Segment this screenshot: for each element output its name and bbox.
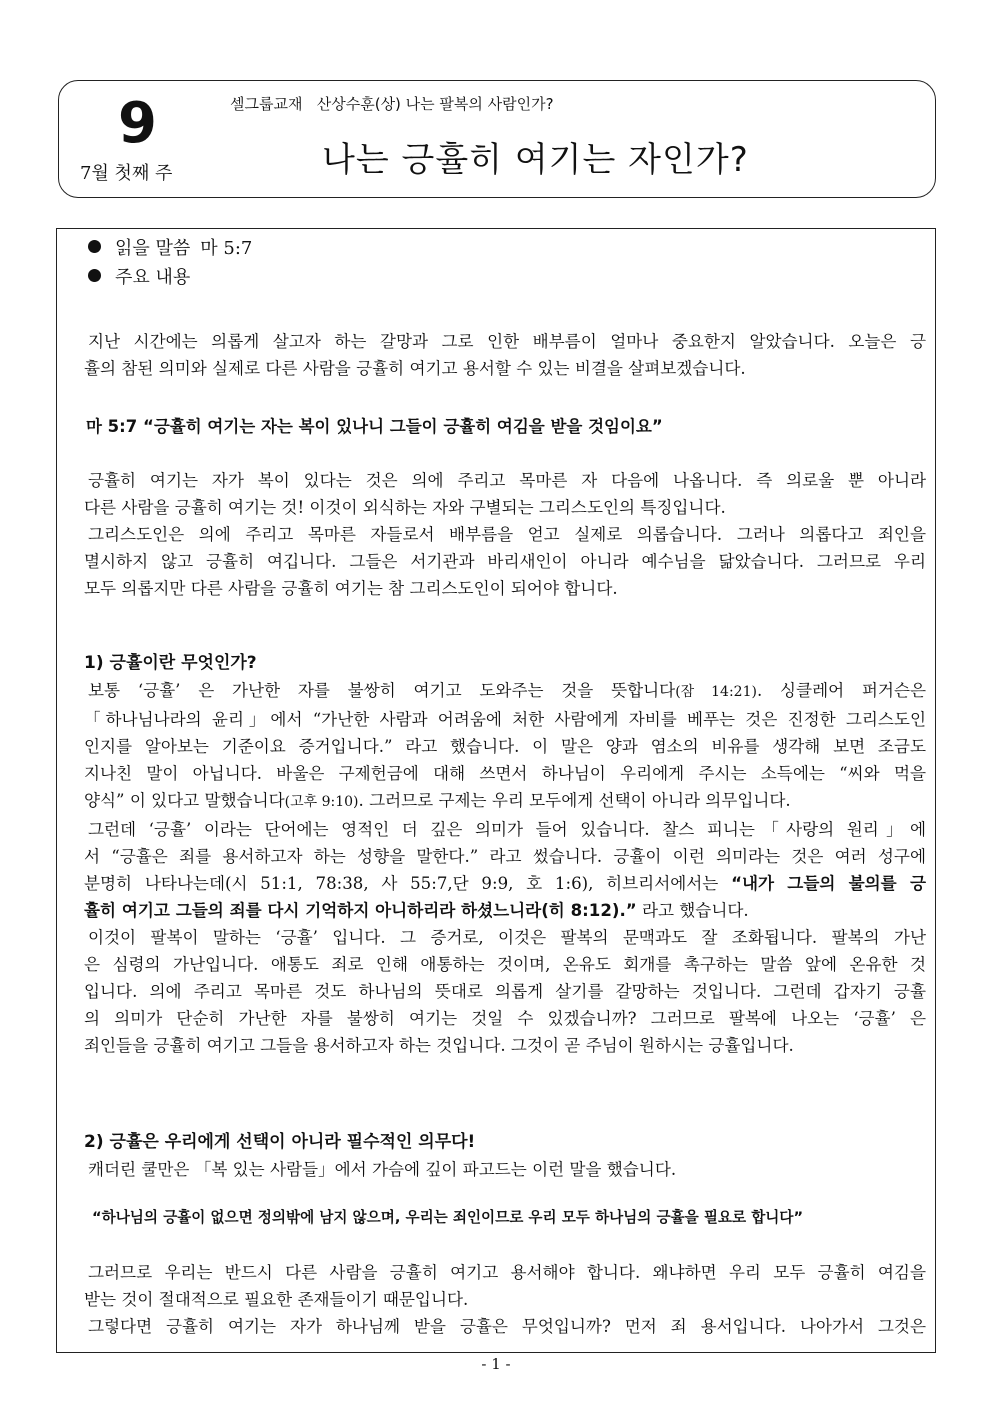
section1-line: 인지를 알아보는 기준이요 증거입니다.” 라고 했습니다. 이 말은 양과 염소의 비유를 생각해 보면 조금도 xyxy=(84,737,926,756)
section2-line: 그러므로 우리는 반드시 다른 사람을 긍휼히 여기고 용서해야 합니다. 왜냐하면 우리 모두 긍휼히 여김을 xyxy=(88,1263,926,1282)
body-paragraph xyxy=(84,467,926,602)
text: 분명히 나타나는데(시 51:1, 78:38, 사 55:7,단 9:9, 호 1:6), 히브리서에서는 xyxy=(84,874,732,893)
section2-paragraph xyxy=(84,1156,926,1183)
intro-line: 휼의 참된 의미와 실제로 다른 사람을 긍휼히 여기고 용서할 수 있는 비결을 살펴보겠습니다. xyxy=(84,359,746,378)
section1-line xyxy=(84,677,926,706)
section1-line: 죄인들을 긍휼히 여기고 그들을 용서하고자 하는 것입니다. 그것이 곧 주님이 원하시는 긍휼입니다. xyxy=(84,1036,794,1055)
reading-ref: 마 5:7 xyxy=(200,238,253,259)
section1-line: 은 심령의 가난입니다. 애통도 죄로 인해 애통하는 것이며, 온유도 회개를 촉구하는 말씀 앞에 온유한 것 xyxy=(84,955,926,974)
section1-line: 지나친 말이 아닙니다. 바울은 구제헌금에 대해 쓰면서 하나님이 우리에게 주시는 소득에는 “씨와 먹을 xyxy=(84,764,926,783)
text: . 그러므로 구제는 우리 모두에게 선택이 아니라 의무입니다. xyxy=(358,791,791,810)
main-label: 주요 내용 xyxy=(115,267,191,288)
text: 양식” 이 있다고 말했습니다 xyxy=(84,791,285,810)
key-verse: 마 5:7 “긍휼히 여기는 자는 복이 있나니 그들이 긍휼히 여김을 받을 것임이요” xyxy=(86,417,663,436)
bullet-dot-icon xyxy=(88,269,101,282)
section1-line: 그런데 ‘긍휼’ 이라는 단어에는 영적인 더 깊은 의미가 들어 있습니다. 찰스 피니는「사랑의 원리」에 xyxy=(88,820,926,839)
section2-paragraph xyxy=(84,1259,926,1340)
bullet-dot-icon xyxy=(88,240,101,253)
bold-quote: 휼히 여기고 그들의 죄를 다시 기억하지 아니하리라 하셨느니라(히 8:12).” xyxy=(84,901,637,920)
section-heading: 1) 긍휼이란 무엇인가? xyxy=(84,653,257,673)
page-number: - 1 - xyxy=(481,1355,511,1373)
main-content-bullet xyxy=(88,266,190,290)
section2-line: 받는 것이 절대적으로 필요한 존재들이기 때문입니다. xyxy=(84,1290,469,1309)
section1-line: 서 “긍휼은 죄를 용서하고자 하는 성향을 말한다.” 라고 썼습니다. 긍휼이 이런 의미라는 것은 여러 성구에 xyxy=(84,847,926,866)
week-label: 7월 첫째 주 xyxy=(80,163,173,184)
page-title: 나는 긍휼히 여기는 자인가? xyxy=(322,140,749,180)
text: . 싱클레어 퍼거슨은 xyxy=(756,681,927,700)
section1-line xyxy=(84,897,926,924)
body-line: 멸시하지 않고 긍휼히 여깁니다. 그들은 서기관과 바리새인이 아니라 예수님을 닮았습니다. 그러므로 우리 xyxy=(84,552,926,571)
intro-line: 지난 시간에는 의롭게 살고자 하는 갈망과 그로 인한 배부름이 얼마나 중요한지 알았습니다. 오늘은 긍 xyxy=(88,332,926,351)
section2-line: 그렇다면 긍휼히 여기는 자가 하나님께 받을 긍휼은 무엇입니까? 먼저 죄 용서입니다. 나아가서 그것은 xyxy=(88,1317,926,1336)
text: 보통 ‘긍휼’ 은 가난한 자를 불쌍히 여기고 도와주는 것을 뜻합니다 xyxy=(88,681,676,700)
section1-line: 의 의미가 단순히 가난한 자를 불쌍히 여기는 것일 수 있겠습니까? 그러므로 팔복에 나오는 ‘긍휼’ 은 xyxy=(84,1009,926,1028)
scripture-ref: (잠 14:21) xyxy=(675,684,757,700)
section1-line: 「하나님나라의 윤리」에서 “가난한 사람과 어려움에 처한 사람에게 자비를 베푸는 것은 진정한 그리스도인 xyxy=(84,710,926,729)
body-line: 다른 사람을 긍휼히 여기는 것! 이것이 외식하는 자와 구별되는 그리스도인의 특징입니다. xyxy=(84,498,726,517)
intro-paragraph xyxy=(84,328,926,382)
section-heading: 2) 긍휼은 우리에게 선택이 아니라 필수적인 의무다! xyxy=(84,1132,476,1152)
bold-quote: “내가 그들의 불의를 긍 xyxy=(731,874,926,893)
lesson-number: 9 xyxy=(118,91,157,156)
series-label: 셀그룹교재 산상수훈(상) 나는 팔복의 사람인가? xyxy=(230,95,554,113)
section1-line xyxy=(84,870,926,897)
section1-paragraph xyxy=(84,677,926,1059)
section1-line: 입니다. 의에 주리고 목마른 것도 하나님의 뜻대로 의롭게 살기를 갈망하는 것입니다. 그런데 갑자기 긍휼 xyxy=(84,982,926,1001)
section2-line: 캐더린 쿨만은 「복 있는 사람들」에서 가슴에 깊이 파고드는 이런 말을 했습니다. xyxy=(88,1160,677,1179)
scripture-ref: (고후 9:10) xyxy=(284,794,359,810)
block-quote: “하나님의 긍휼이 없으면 정의밖에 남지 않으며, 우리는 죄인이므로 우리 모두 하나님의 긍휼을 필요로 합니다” xyxy=(92,1209,804,1226)
body-line: 모두 의롭지만 다른 사람을 긍휼히 여기는 참 그리스도인이 되어야 합니다. xyxy=(84,579,618,598)
text: 라고 했습니다. xyxy=(636,901,749,920)
section1-line: 이것이 팔복이 말하는 ‘긍휼’ 입니다. 그 증거로, 이것은 팔복의 문맥과도 잘 조화됩니다. 팔복의 가난 xyxy=(88,928,926,947)
body-line: 그리스도인은 의에 주리고 목마른 자들로서 배부름을 얻고 실제로 의롭습니다. 그러나 의롭다고 죄인을 xyxy=(88,525,926,544)
reading-bullet xyxy=(88,237,252,261)
section1-line xyxy=(84,787,926,816)
reading-label: 읽을 말씀 xyxy=(115,238,191,259)
body-line: 긍휼히 여기는 자가 복이 있다는 것은 의에 주리고 목마른 자 다음에 나옵니다. 즉 의로울 뿐 아니라 xyxy=(88,471,926,490)
